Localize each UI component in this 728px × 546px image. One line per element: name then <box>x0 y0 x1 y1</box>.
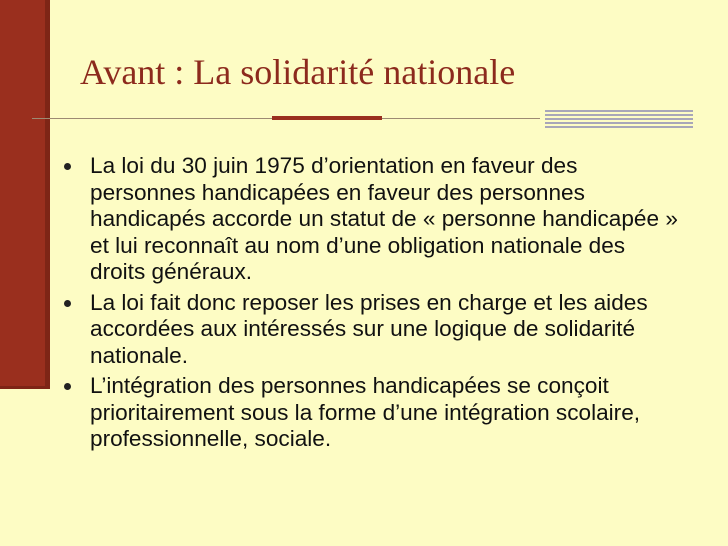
title-divider-accent <box>272 116 382 120</box>
left-accent-bar <box>0 0 50 386</box>
bullet-text: La loi du 30 juin 1975 d’orientation en faveur des personnes handicapées en faveur des personnes handicapés accorde un statut de « personne handicapée » et lui reconnaît au nom d’une obligation nationale des droits généraux. <box>90 153 678 284</box>
bullet-text: La loi fait donc reposer les prises en charge et les aides accordées aux intéressés sur une logique de solidarité nationale. <box>90 289 648 368</box>
left-accent-bar-edge <box>45 0 50 386</box>
bullet-dot-icon <box>64 163 71 170</box>
bullet-dot-icon <box>64 383 71 390</box>
decorative-stripes <box>545 110 693 128</box>
slide-title: Avant : La solidarité nationale <box>80 52 516 92</box>
left-accent-bar-underline <box>0 386 50 389</box>
bullet-item <box>64 290 684 370</box>
bullet-list <box>64 153 684 457</box>
bullet-dot-icon <box>64 300 71 307</box>
bullet-text: L’intégration des personnes handicapées se conçoit prioritairement sous la forme d’une intégration scolaire, professionnelle, sociale. <box>90 373 641 451</box>
bullet-item <box>64 153 684 286</box>
bullet-item <box>64 373 684 453</box>
